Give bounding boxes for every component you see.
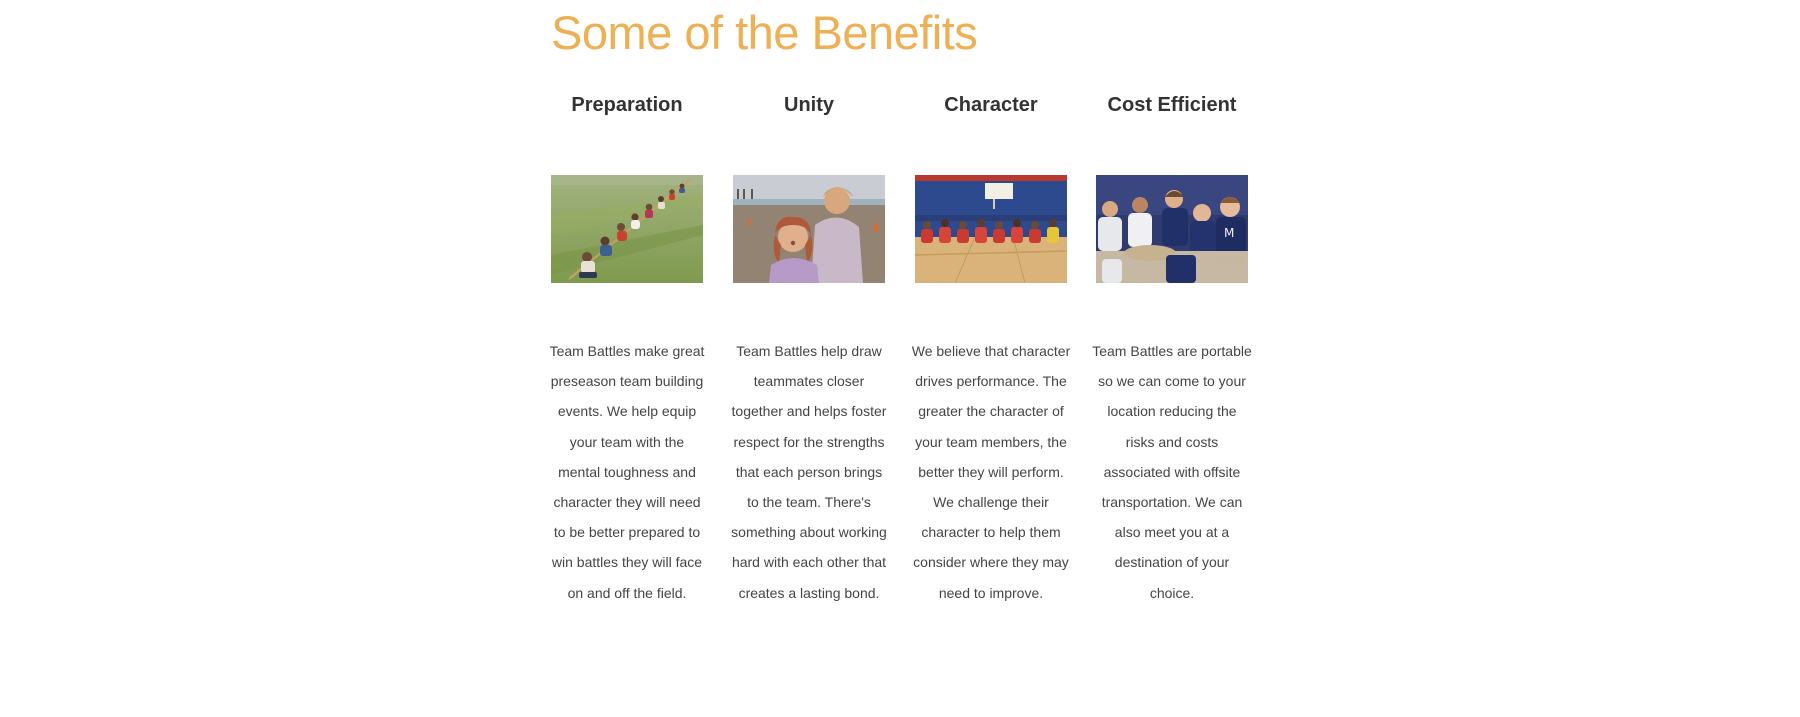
benefit-description: Team Battles help draw teammates closer together and helps foster respect for the strengths that each person brings to the team. There's something about working hard with each other that creates a lasting bond. <box>731 343 887 601</box>
benefit-photo-preparation <box>551 175 703 283</box>
benefit-heading: Cost Efficient <box>1107 94 1237 116</box>
benefit-description: Team Battles make great preseason team building events. We help equip your team with the mental toughness and character they will need to be better prepared to win battles they will face on and off the field. <box>549 343 705 601</box>
benefit-heading: Preparation <box>571 94 683 116</box>
benefit-photo-cost-efficient <box>1096 175 1248 283</box>
benefit-heading: Unity <box>784 94 834 116</box>
benefit-photo-unity <box>733 175 885 283</box>
section-title: Some of the Benefits <box>551 6 978 59</box>
benefit-heading: Character <box>944 94 1038 116</box>
benefit-photo-character <box>915 175 1067 283</box>
benefit-description: Team Battles are portable so we can come to your location reducing the risks and costs associated with offsite transportation. We can also meet you at a destination of your choice. <box>1092 343 1252 601</box>
benefit-description: We believe that character drives performance. The greater the character of your team members, the better they will perform. We challenge their character to help them consider where they may need to improve. <box>911 343 1071 601</box>
svg-text:M: M <box>1224 226 1235 240</box>
